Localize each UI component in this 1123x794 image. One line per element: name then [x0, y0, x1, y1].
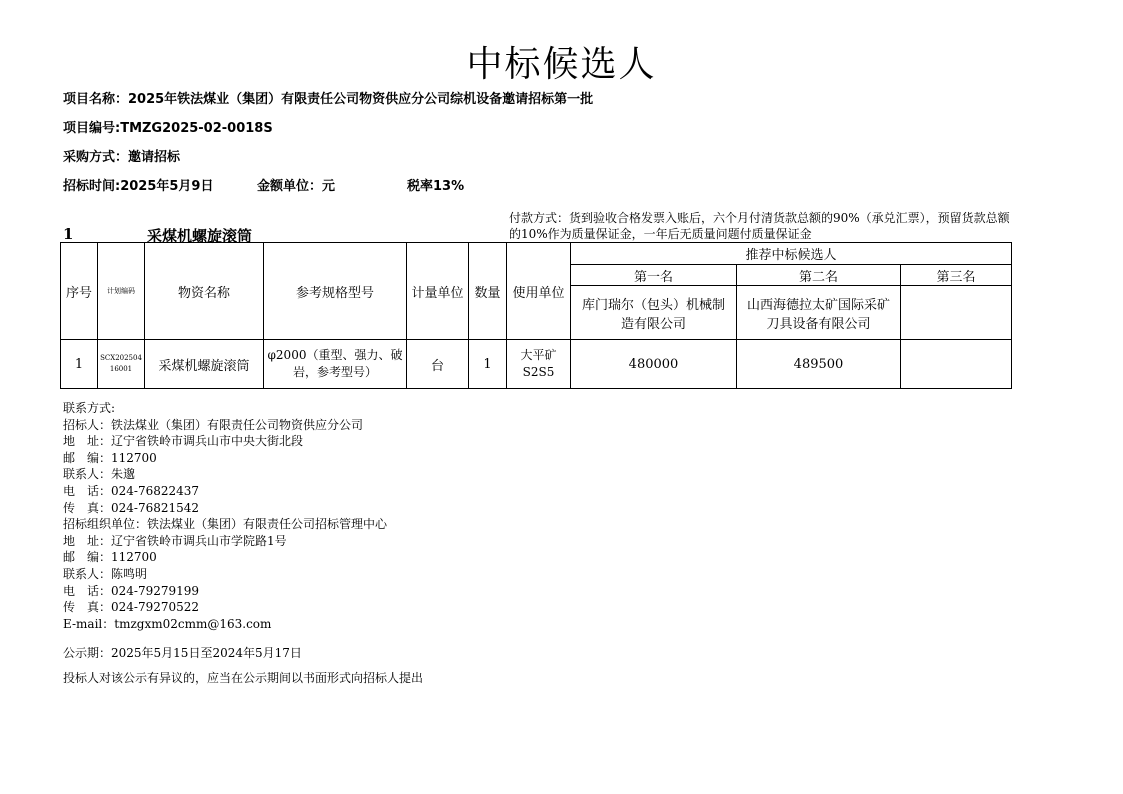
header-recommended: 推荐中标候选人: [571, 243, 1012, 265]
agency-fax: 传 真：024-79270522: [63, 600, 200, 615]
candidate-table: [60, 242, 1012, 389]
cell-seq: 1: [61, 340, 98, 389]
tenderer: 招标人：铁法煤业（集团）有限责任公司物资供应分公司: [63, 417, 364, 432]
candidate-third: [901, 286, 1012, 340]
agency-phone: 电 话：024-79279199: [63, 583, 200, 598]
header-unit: 计量单位: [407, 243, 469, 340]
project-name: 项目名称：2025年铁法煤业（集团）有限责任公司物资供应分公司综机设备邀请招标第一批: [63, 92, 594, 107]
project-code: 项目编号:TMZG2025-02-0018S: [63, 121, 273, 136]
agency: 招标组织单位：铁法煤业（集团）有限责任公司招标管理中心: [63, 517, 388, 532]
payment-terms: 付款方式：货到验收合格发票入账后，六个月付清货款总额的90%（承兑汇票），预留货款总额的10%作为质量保证金，一年后无质量问题付质量保证金: [509, 211, 1010, 241]
cell-qty: 1: [469, 340, 507, 389]
header-user-unit: 使用单位: [507, 243, 571, 340]
agency-postcode: 邮 编：112700: [63, 550, 157, 565]
header-plan-code: 计划编码: [98, 243, 145, 340]
amount-unit: 金额单位：元: [257, 179, 336, 194]
section-number: 1: [63, 225, 74, 243]
tenderer-postcode: 邮 编：112700: [63, 450, 157, 465]
tenderer-contact-person: 联系人：朱邈: [63, 467, 136, 482]
agency-email: E-mail：tmzgxm02cmm@163.com: [63, 616, 272, 631]
notice-period: 公示期：2025年5月15日至2024年5月17日: [63, 646, 302, 660]
cell-user-unit: 大平矿S2S5: [507, 340, 571, 389]
tenderer-address: 地 址：辽宁省铁岭市调兵山市中央大街北段: [63, 434, 304, 449]
cell-price-third: [901, 340, 1012, 389]
table-row: [61, 340, 1012, 389]
section-title: 采煤机螺旋滚筒: [147, 227, 253, 245]
candidate-second: 山西海德拉太矿国际采矿刀具设备有限公司: [737, 286, 901, 340]
agency-address: 地 址：辽宁省铁岭市调兵山市学院路1号: [63, 533, 287, 548]
contact-block: [63, 400, 387, 632]
bid-info-line: [63, 175, 464, 194]
cell-price-second: 489500: [737, 340, 901, 389]
header-seq: 序号: [61, 243, 98, 340]
objection-note: 投标人对该公示有异议的，应当在公示期间以书面形式向招标人提出: [63, 671, 424, 685]
contact-header: 联系方式:: [63, 401, 116, 415]
header-rank-1: 第一名: [571, 265, 737, 286]
tenderer-fax: 传 真：024-76821542: [63, 500, 200, 515]
header-rank-3: 第三名: [901, 265, 1012, 286]
header-spec: 参考规格型号: [264, 243, 407, 340]
cell-price-first: 480000: [571, 340, 737, 389]
tax-rate: 税率13%: [407, 179, 465, 194]
header-material-name: 物资名称: [145, 243, 264, 340]
header-qty: 数量: [469, 243, 507, 340]
procurement-method: 采购方式：邀请招标: [63, 150, 181, 165]
candidate-first: 库门瑞尔（包头）机械制造有限公司: [571, 286, 737, 340]
header-rank-2: 第二名: [737, 265, 901, 286]
agency-contact-person: 联系人：陈鸣明: [63, 566, 148, 581]
cell-plan-code: SCX20250416001: [98, 340, 145, 389]
cell-spec: φ2000（重型、强力、破岩，参考型号）: [264, 340, 407, 389]
tenderer-phone: 电 话：024-76822437: [63, 483, 200, 498]
bid-time: 招标时间:2025年5月9日: [63, 179, 214, 194]
page-title: 中标候选人: [466, 44, 657, 85]
cell-material-name: 采煤机螺旋滚筒: [145, 340, 264, 389]
cell-unit: 台: [407, 340, 469, 389]
